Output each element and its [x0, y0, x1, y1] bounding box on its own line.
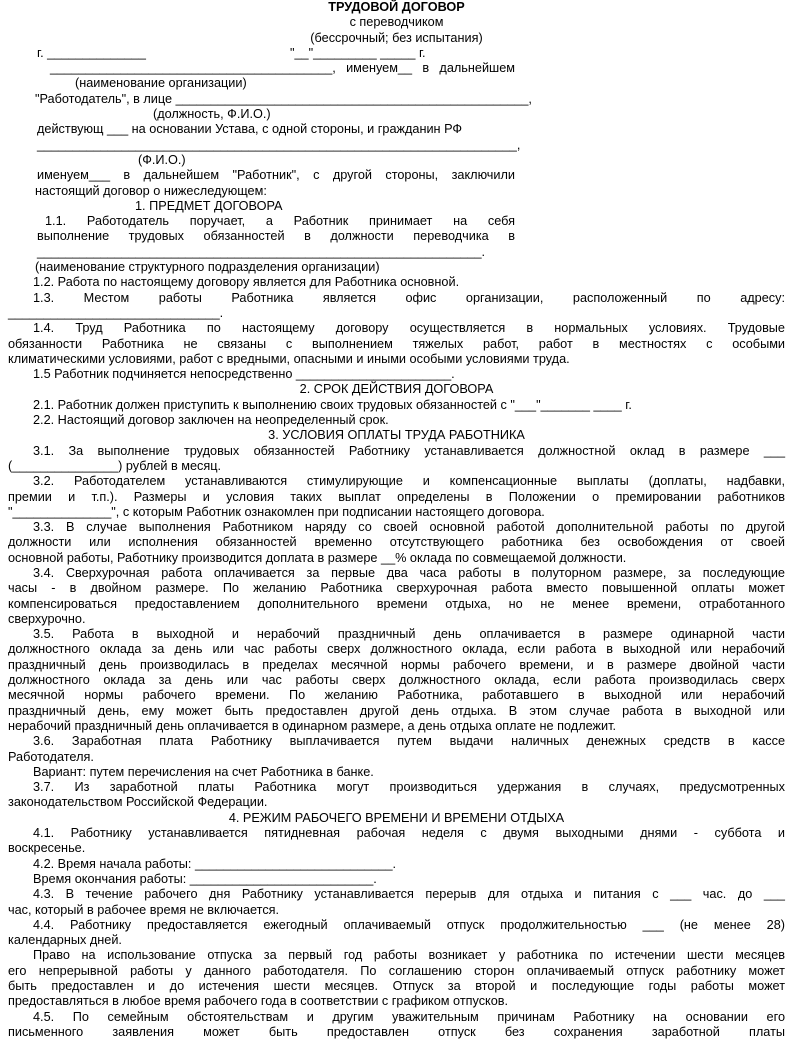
line-text: (_______________) рублей в месяц.: [8, 458, 222, 473]
line-text: основной работы, Работнику производится доплата в размере __% оклада по совмещаемой должности.: [8, 550, 627, 565]
document-line: [8, 490, 785, 505]
document-line: [8, 352, 793, 367]
line-text: 1. ПРЕДМЕТ ДОГОВОРА: [135, 198, 283, 213]
document-line: [8, 765, 793, 780]
line-text: 3.1. За выполнение трудовых обязанностей Работнику устанавливается должностной оклад в размере ___: [33, 443, 785, 458]
line-text: ________________________________________, именуем__ в дальнейшем: [50, 61, 515, 76]
document-line: [8, 612, 793, 627]
line-text: 3.4. Сверхурочная работа оплачивается за первые два часа работы в полуторном размере, за последующие: [33, 565, 785, 580]
document-line: [8, 964, 785, 979]
line-text: обязанности Работника не связаны с выполнением тяжелых работ, работ в местностях с особыми: [8, 336, 785, 351]
document-line: [8, 597, 785, 612]
line-text: действующ ___ на основании Устава, с одной стороны, и гражданин РФ: [37, 122, 463, 137]
document-line: [8, 857, 793, 872]
document-line: [8, 719, 793, 734]
document-line: [37, 168, 515, 183]
line-text: календарных дней.: [8, 933, 122, 948]
line-text: 2.2. Настоящий договор заключен на неопределенный срок.: [33, 413, 389, 428]
line-text: 3.7. Из заработной платы Работника могут производиться удержания в случаях, предусмотренных: [33, 780, 785, 795]
line-text: выполнение трудовых обязанностей в должности переводчика в: [37, 229, 515, 244]
document-line: [8, 903, 793, 918]
line-text: 1.1. Работодатель поручает, а Работник принимает на себя: [45, 214, 515, 229]
document-line: [8, 275, 793, 290]
line-text: 4.1. Работнику устанавливается пятидневная рабочая неделя с двумя выходными днями - суббота и: [33, 826, 785, 841]
document-line: [8, 413, 793, 428]
document-line: [0, 811, 793, 826]
line-text: час, который в рабочее время не включается.: [8, 902, 280, 917]
document-line: [8, 551, 793, 566]
line-text: предоставляться в любое время рабочего года в соответствии с графиком отпусков.: [8, 994, 509, 1009]
line-text: Работодателя.: [8, 749, 94, 764]
line-text: воскресенье.: [8, 841, 86, 856]
document-line: [8, 673, 785, 688]
document-line: [8, 918, 785, 933]
document-line: [37, 138, 793, 153]
document-line: [8, 444, 785, 459]
line-text: месячной нормы рабочего времени. По желанию Работника, работавшего в выходной или нерабочий: [8, 688, 785, 703]
line-text: 1.2. Работа по настоящему договору является для Работника основной.: [33, 275, 460, 290]
document-line: [8, 291, 785, 306]
line-text: 2. СРОК ДЕЙСТВИЯ ДОГОВОРА: [299, 382, 494, 397]
line-text: законодательством Российской Федерации.: [8, 795, 268, 810]
document-line: [8, 841, 793, 856]
line-text: именуем___ в дальнейшем "Работник", с другой стороны, заключили: [37, 168, 515, 183]
line-text: 1.4. Труд Работника по настоящему договору осуществляется в нормальных условиях. Трудовые: [33, 321, 785, 336]
document-line: [8, 948, 785, 963]
document-line: [37, 122, 793, 137]
document-line: [0, 382, 793, 397]
line-text: 3.2. Работодателем устанавливаются стимулирующие и компенсационные выплаты (доплаты, надбавки,: [33, 474, 785, 489]
line-text: (наименование структурного подразделения организации): [35, 260, 380, 275]
line-text: 4.5. По семейным обстоятельствам и другим уважительным причинам Работнику на основании его: [33, 1009, 785, 1024]
document-line: [8, 994, 793, 1009]
document-line: [35, 184, 793, 199]
line-text: 1.3. Местом работы Работника является офис организации, расположенный по адресу:: [33, 290, 785, 305]
line-text: г. ______________: [37, 45, 146, 60]
document-line: [8, 505, 793, 520]
document-line: [8, 306, 793, 321]
line-text: "Работодатель", в лице __________________________________________________,: [35, 91, 532, 106]
line-text: сверхурочно.: [8, 611, 86, 626]
document-line: [0, 15, 793, 30]
line-text: (Ф.И.О.): [138, 152, 186, 167]
line-text: 3.3. В случае выполнения Работником наряду со своей основной работой дополнительной работы по другой: [33, 520, 785, 535]
line-text: 4. РЕЖИМ РАБОЧЕГО ВРЕМЕНИ И ВРЕМЕНИ ОТДЫХА: [228, 810, 565, 825]
document-line: [8, 398, 793, 413]
document-line: [0, 428, 793, 443]
line-text-segment: "__"_________ _____ г.: [290, 45, 426, 60]
line-text: должностного оклада за день или час работы сверх должностного оклада, если работа производилась сверх: [8, 673, 785, 688]
document-line: [8, 566, 785, 581]
line-text: 1.5 Работник подчиняется непосредственно ______________________.: [33, 367, 455, 382]
line-text: быть предоставлен и до истечения шести месяцев. Отпуск за второй и последующие годы работы может: [8, 979, 785, 993]
line-text: должностного оклада за день или час работы сверх должностного оклада, если работа в выходной или нерабочий: [8, 642, 785, 657]
document-line: [35, 260, 793, 275]
document-line: [8, 459, 793, 474]
document-line: [8, 734, 785, 749]
document-line: [8, 627, 785, 642]
document-line: [37, 214, 515, 229]
document-line: [37, 229, 515, 244]
line-text: с переводчиком: [349, 15, 444, 30]
line-text: 4.4. Работнику предоставляется ежегодный оплачиваемый отпуск продолжительностью ___ (не менее 28): [33, 917, 785, 932]
line-text: его непрерывной работы у данного работодателя. По соглашению сторон оплачиваемый отпуск работнику может: [8, 963, 785, 978]
document-line: [8, 872, 793, 887]
document-line: [8, 1010, 785, 1025]
document-line: [8, 750, 793, 765]
document-line: [8, 581, 785, 596]
line-text: ____________________________________________________________________,: [37, 137, 521, 152]
line-text: (должность, Ф.И.О.): [153, 107, 271, 122]
document-line: [0, 31, 793, 46]
line-text: премии и т.п.). Размеры и условия таких выплат определены в Положении о премировании работников: [8, 489, 785, 504]
document-line: [8, 520, 785, 535]
document-line: [8, 979, 785, 994]
document-line: [50, 61, 515, 76]
line-text: настоящий договор о нижеследующем:: [35, 183, 267, 198]
line-text: 3.5. Работа в выходной и нерабочий праздничный день оплачивается в размере одинарной части: [33, 627, 785, 642]
line-text: ТРУДОВОЙ ДОГОВОР: [328, 0, 465, 14]
document-line: [8, 642, 785, 657]
document-line: [8, 795, 793, 810]
document-line: [75, 76, 793, 91]
line-text: Право на использование отпуска за первый год работы возникает у работника по истечении шести месяцев: [33, 948, 785, 963]
line-text: климатическими условиями, работ с вредными, опасными и иными особыми условиями труда.: [8, 351, 570, 366]
line-text: "______________", с которым Работник ознакомлен при подписании настоящего договора.: [8, 504, 545, 519]
document-line: [8, 826, 785, 841]
document-line: [153, 107, 793, 122]
document-line: [138, 153, 793, 168]
document-line: [8, 367, 793, 382]
line-text: 3. УСЛОВИЯ ОПЛАТЫ ТРУДА РАБОТНИКА: [268, 428, 525, 443]
line-text: письменного заявления может быть предоставлен отпуск без сохранения заработной платы: [8, 1024, 785, 1039]
document-line: [35, 92, 793, 107]
line-text: ______________________________.: [8, 305, 224, 320]
line-text: часы - в двойном размере. По желанию Работника сверхурочная работа вместо повышенной оплаты может: [8, 581, 785, 596]
document-line: [8, 321, 785, 336]
document-line: [37, 245, 793, 260]
document-line: [8, 887, 785, 902]
line-text: нерабочий праздничный день оплачивается в одинарном размере, а день отдыха оплате не подлежит.: [8, 718, 617, 733]
document-line: [8, 658, 785, 673]
line-text: (наименование организации): [75, 76, 247, 91]
document-line: [8, 1025, 785, 1040]
line-text: компенсироваться предоставлением дополнительного времени отдыха, но не менее времени, отработанного: [8, 596, 785, 611]
document-line: [8, 474, 785, 489]
line-text: 4.3. В течение рабочего дня Работнику устанавливается перерыв для отдыха и питания с ___ час. до ___: [33, 887, 785, 902]
line-text: (бессрочный; без испытания): [310, 30, 483, 45]
document-line: [8, 688, 785, 703]
line-text: праздничный день, ему может быть предоставлен другой день отдыха. В этом случае работа в выходной или: [8, 703, 785, 718]
document-line: [8, 933, 793, 948]
document-line: [37, 46, 793, 61]
line-text: 4.2. Время начала работы: ____________________________.: [33, 856, 397, 871]
document-line: [135, 199, 793, 214]
document-line: [0, 0, 793, 15]
line-text: 3.6. Заработная плата Работнику выплачивается путем выдачи наличных денежных средств в кассе: [33, 734, 785, 749]
document-line: [8, 337, 785, 352]
line-text: должности или исполнения обязанностей временно отсутствующего работника без освобождения от своей: [8, 535, 785, 550]
document-line: [8, 780, 785, 795]
document-line: [8, 535, 785, 550]
line-text: Вариант: путем перечисления на счет Работника в банке.: [33, 764, 374, 779]
line-text: праздничный день производилась в пределах месячной нормы рабочего времени, и в размере двойной части: [8, 657, 785, 672]
line-text: Время окончания работы: __________________________.: [33, 871, 377, 886]
line-text: _______________________________________________________________.: [37, 244, 486, 259]
document-line: [8, 704, 785, 719]
line-text: 2.1. Работник должен приступить к выполнению своих трудовых обязанностей с "___"_______ ____ г.: [33, 397, 632, 412]
